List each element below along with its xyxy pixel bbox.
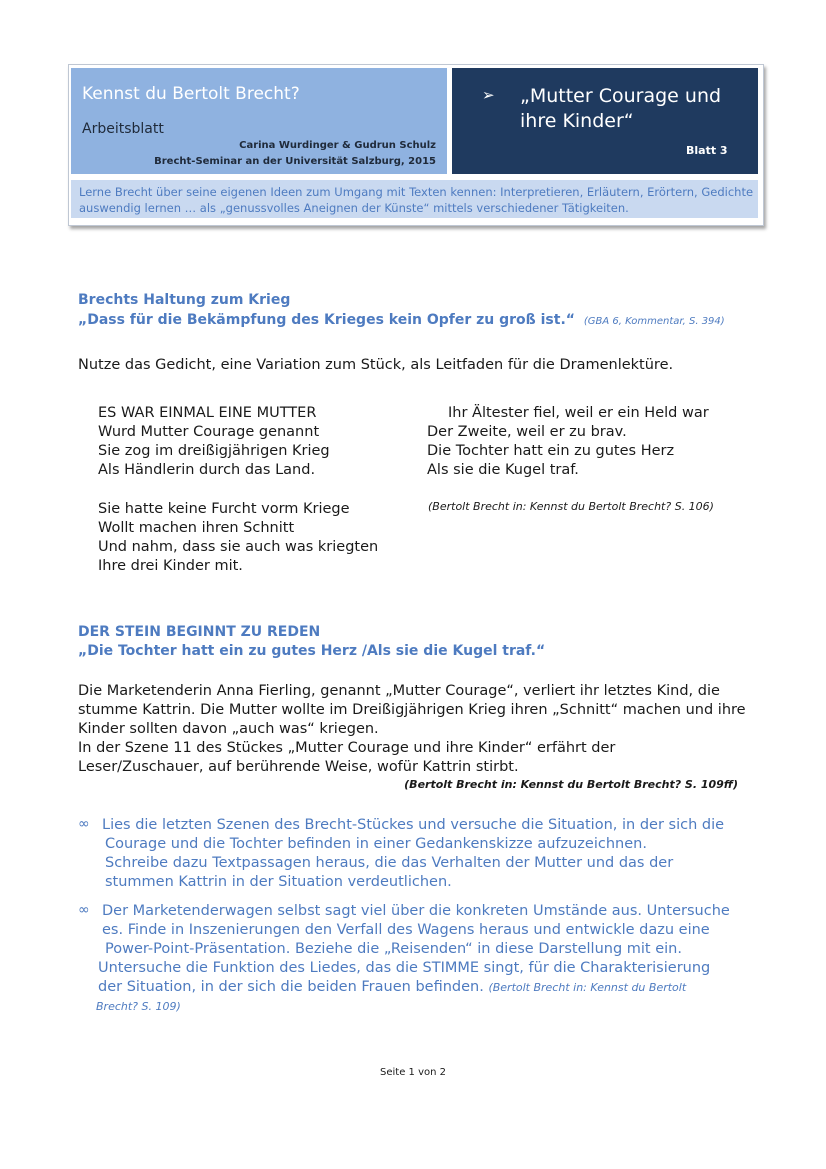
task-line: es. Finde in Inszenierungen den Verfall des Wagens heraus und entwickle dazu eine — [102, 922, 710, 938]
poem-line: Die Tochter hatt ein zu gutes Herz — [427, 443, 675, 459]
poem-stanza-1 — [98, 404, 330, 480]
story-source: (Bertolt Brecht in: Kennst du Bertolt Brecht? S. 109ff) — [404, 778, 738, 791]
intro-text: Lerne Brecht über seine eigenen Ideen zum Umgang mit Texten kennen: Interpretieren, Erläutern, Erörtern, Gedichte auswendig lernen … als „genussvolles Aneignen der Künste“ mittels verschiedener Tätigkeiten. — [79, 185, 754, 215]
paragraph-line: Kinder sollten davon „auch was“ kriegen. — [78, 721, 379, 737]
page-number: Seite 1 von 2 — [380, 1067, 446, 1078]
poem-stanza-2 — [98, 500, 378, 576]
task-1 — [102, 816, 724, 892]
poem-source: (Bertolt Brecht in: Kennst du Bertolt Brecht? S. 106) — [428, 500, 714, 513]
seminar-info: Brecht-Seminar an der Universität Salzburg, 2015 — [154, 156, 436, 167]
task-line: Schreibe dazu Textpassagen heraus, die das Verhalten der Mutter und das der — [105, 855, 674, 871]
poem-line: Wollt machen ihren Schnitt — [98, 520, 295, 536]
story-paragraph — [78, 682, 746, 777]
poem-line: Als sie die Kugel traf. — [427, 462, 579, 478]
poem-line: Ihre drei Kinder mit. — [98, 558, 243, 574]
poem-line: Sie hatte keine Furcht vorm Kriege — [98, 501, 350, 517]
sheet-number: Blatt 3 — [686, 144, 728, 157]
section-heading-war: Brechts Haltung zum Krieg — [78, 292, 291, 308]
paragraph-line: Leser/Zuschauer, auf berührende Weise, wofür Kattrin stirbt. — [78, 759, 519, 775]
poem-line: Sie zog im dreißigjährigen Krieg — [98, 443, 330, 459]
paragraph-line: stumme Kattrin. Die Mutter wollte im Dreißigjährigen Krieg ihren „Schnitt“ machen und ihre — [78, 702, 746, 718]
poem-line: ES WAR EINMAL EINE MUTTER — [98, 405, 317, 421]
paragraph-line: Die Marketenderin Anna Fierling, genannt „Mutter Courage“, verliert ihr letztes Kind, die — [78, 683, 720, 699]
task-line: Courage und die Tochter befinden in einer Gedankenskizze aufzuzeichnen. — [105, 836, 647, 852]
task-line-text: der Situation, in der sich die beiden Frauen befinden. — [98, 979, 484, 995]
work-title: „Mutter Courage und ihre Kinder“ — [520, 85, 722, 132]
quote-text: „Dass für die Bekämpfung des Krieges kein Opfer zu groß ist.“ — [78, 312, 575, 328]
paragraph-line: In der Szene 11 des Stückes „Mutter Courage und ihre Kinder“ erfährt der — [78, 740, 616, 756]
poem-line: Der Zweite, weil er zu brav. — [427, 424, 627, 440]
infinity-bullet-icon: ∞ — [78, 902, 90, 918]
arrow-bullet-icon: ➢ — [482, 86, 495, 104]
task-source-cont: Brecht? S. 109) — [96, 1000, 181, 1013]
task-2 — [96, 902, 730, 1016]
task-line: stummen Kattrin in der Situation verdeutlichen. — [105, 874, 452, 890]
worksheet-title: Kennst du Bertolt Brecht? — [82, 84, 300, 104]
poem-line: Wurd Mutter Courage genannt — [98, 424, 320, 440]
poem-instruction: Nutze das Gedicht, eine Variation zum Stück, als Leitfaden für die Dramenlektüre. — [78, 357, 674, 373]
worksheet-subtitle: Arbeitsblatt — [82, 121, 164, 137]
quote-source: (GBA 6, Kommentar, S. 394) — [583, 316, 725, 327]
authors: Carina Wurdinger & Gudrun Schulz — [239, 140, 436, 151]
task-line: Power-Point-Präsentation. Beziehe die „Reisenden“ in diese Darstellung mit ein. — [105, 941, 682, 957]
section-quote-stone: „Die Tochter hatt ein zu gutes Herz /Als sie die Kugel traf.“ — [78, 643, 546, 659]
poem-line: Als Händlerin durch das Land. — [98, 462, 316, 478]
poem-stanza-3 — [427, 404, 709, 480]
task-line: Lies die letzten Szenen des Brecht-Stückes und versuche die Situation, in der sich die — [102, 817, 725, 833]
task-line: Untersuche die Funktion des Liedes, das die STIMME singt, für die Charakterisierung — [98, 960, 711, 976]
section-heading-stone: DER STEIN BEGINNT ZU REDEN — [78, 624, 321, 640]
poem-line: Und nahm, dass sie auch was kriegten — [98, 539, 379, 555]
task-source: (Bertolt Brecht in: Kennst du Bertolt — [488, 981, 687, 994]
task-line: Der Marketenderwagen selbst sagt viel über die konkreten Umstände aus. Untersuche — [102, 903, 730, 919]
section-quote-war — [78, 312, 725, 328]
poem-line: Ihr Ältester fiel, weil er ein Held war — [448, 405, 709, 421]
task-line — [98, 978, 730, 997]
infinity-bullet-icon: ∞ — [78, 816, 90, 832]
